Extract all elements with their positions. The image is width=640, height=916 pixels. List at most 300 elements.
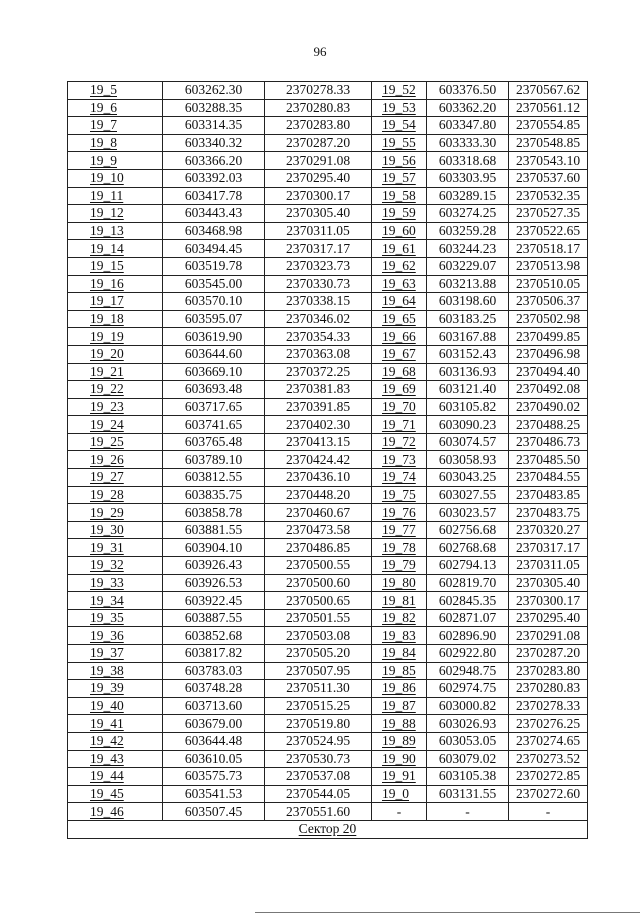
left-point-id-cell: 19_15 [68, 257, 163, 275]
left-x-coordinate-cell: 603852.68 [163, 627, 265, 645]
table-row [68, 451, 588, 469]
table-row [68, 504, 588, 522]
left-y-coordinate-cell: 2370354.33 [265, 328, 372, 346]
table-row [68, 574, 588, 592]
left-y-coordinate-cell: 2370530.73 [265, 750, 372, 768]
right-y-coordinate-cell: 2370278.33 [509, 697, 588, 715]
right-y-coordinate-cell: 2370276.25 [509, 715, 588, 733]
left-point-id-cell: 19_11 [68, 187, 163, 205]
right-x-coordinate-cell: 603152.43 [427, 345, 509, 363]
left-x-coordinate-cell: 603494.45 [163, 240, 265, 258]
left-y-coordinate-cell: 2370544.05 [265, 785, 372, 803]
left-point-id-cell: 19_44 [68, 768, 163, 786]
right-point-id-cell: 19_58 [372, 187, 427, 205]
table-row [68, 240, 588, 258]
left-x-coordinate-cell: 603904.10 [163, 539, 265, 557]
left-point-id-cell: 19_31 [68, 539, 163, 557]
sector-label-cell [68, 820, 588, 838]
left-y-coordinate-cell: 2370519.80 [265, 715, 372, 733]
right-y-coordinate-cell: 2370320.27 [509, 521, 588, 539]
left-y-coordinate-cell: 2370311.05 [265, 222, 372, 240]
right-y-coordinate-cell: 2370548.85 [509, 134, 588, 152]
right-y-coordinate-cell: 2370486.73 [509, 433, 588, 451]
right-x-coordinate-cell: 602819.70 [427, 574, 509, 592]
left-point-id-cell: 19_41 [68, 715, 163, 733]
left-x-coordinate-cell: 603881.55 [163, 521, 265, 539]
table-row [68, 803, 588, 821]
left-point-id-cell: 19_16 [68, 275, 163, 293]
left-point-id-cell: 19_37 [68, 645, 163, 663]
left-point-id-cell: 19_35 [68, 609, 163, 627]
right-x-coordinate-cell: 603058.93 [427, 451, 509, 469]
table-row [68, 557, 588, 575]
table-row [68, 539, 588, 557]
table-row [68, 187, 588, 205]
left-point-id-cell: 19_6 [68, 99, 163, 117]
left-x-coordinate-cell: 603541.53 [163, 785, 265, 803]
left-x-coordinate-cell: 603858.78 [163, 504, 265, 522]
left-point-id-cell: 19_45 [68, 785, 163, 803]
right-x-coordinate-cell: 602756.68 [427, 521, 509, 539]
right-x-coordinate-cell: 602896.90 [427, 627, 509, 645]
left-point-id-cell: 19_5 [68, 82, 163, 100]
left-x-coordinate-cell: 603595.07 [163, 310, 265, 328]
left-x-coordinate-cell: 603519.78 [163, 257, 265, 275]
left-x-coordinate-cell: 603288.35 [163, 99, 265, 117]
left-y-coordinate-cell: 2370305.40 [265, 205, 372, 223]
right-y-coordinate-cell: 2370295.40 [509, 609, 588, 627]
right-point-id-cell: 19_62 [372, 257, 427, 275]
left-x-coordinate-cell: 603713.60 [163, 697, 265, 715]
right-y-coordinate-cell: 2370502.98 [509, 310, 588, 328]
right-point-id-cell: 19_53 [372, 99, 427, 117]
left-y-coordinate-cell: 2370346.02 [265, 310, 372, 328]
right-point-id-cell: 19_87 [372, 697, 427, 715]
right-point-id-cell: 19_74 [372, 469, 427, 487]
right-x-coordinate-cell: 602794.13 [427, 557, 509, 575]
left-point-id-cell: 19_42 [68, 732, 163, 750]
right-y-coordinate-cell: 2370496.98 [509, 345, 588, 363]
left-x-coordinate-cell: 603783.03 [163, 662, 265, 680]
left-point-id-cell: 19_27 [68, 469, 163, 487]
left-point-id-cell: 19_25 [68, 433, 163, 451]
right-x-coordinate-cell: 603000.82 [427, 697, 509, 715]
right-point-id-cell: 19_56 [372, 152, 427, 170]
right-x-coordinate-cell: 603027.55 [427, 486, 509, 504]
right-x-coordinate-cell: 602948.75 [427, 662, 509, 680]
table-row [68, 222, 588, 240]
right-point-id-cell: 19_82 [372, 609, 427, 627]
right-point-id-cell: - [372, 803, 427, 821]
right-y-coordinate-cell: 2370518.17 [509, 240, 588, 258]
left-y-coordinate-cell: 2370300.17 [265, 187, 372, 205]
left-point-id-cell: 19_12 [68, 205, 163, 223]
left-y-coordinate-cell: 2370402.30 [265, 416, 372, 434]
left-y-coordinate-cell: 2370381.83 [265, 381, 372, 399]
right-y-coordinate-cell: 2370273.52 [509, 750, 588, 768]
left-point-id-cell: 19_9 [68, 152, 163, 170]
table-row [68, 328, 588, 346]
table-row [68, 152, 588, 170]
left-y-coordinate-cell: 2370291.08 [265, 152, 372, 170]
right-x-coordinate-cell: 602922.80 [427, 645, 509, 663]
right-point-id-cell: 19_91 [372, 768, 427, 786]
right-x-coordinate-cell: 603289.15 [427, 187, 509, 205]
right-x-coordinate-cell: 603053.05 [427, 732, 509, 750]
left-x-coordinate-cell: 603468.98 [163, 222, 265, 240]
left-y-coordinate-cell: 2370507.95 [265, 662, 372, 680]
left-y-coordinate-cell: 2370278.33 [265, 82, 372, 100]
right-point-id-cell: 19_64 [372, 293, 427, 311]
left-x-coordinate-cell: 603575.73 [163, 768, 265, 786]
left-y-coordinate-cell: 2370363.08 [265, 345, 372, 363]
right-point-id-cell: 19_70 [372, 398, 427, 416]
left-point-id-cell: 19_20 [68, 345, 163, 363]
left-y-coordinate-cell: 2370338.15 [265, 293, 372, 311]
left-point-id-cell: 19_46 [68, 803, 163, 821]
right-x-coordinate-cell: 603090.23 [427, 416, 509, 434]
left-x-coordinate-cell: 603619.90 [163, 328, 265, 346]
right-point-id-cell: 19_67 [372, 345, 427, 363]
right-y-coordinate-cell: 2370484.55 [509, 469, 588, 487]
right-y-coordinate-cell: 2370305.40 [509, 574, 588, 592]
left-x-coordinate-cell: 603443.43 [163, 205, 265, 223]
left-y-coordinate-cell: 2370524.95 [265, 732, 372, 750]
left-point-id-cell: 19_38 [68, 662, 163, 680]
left-y-coordinate-cell: 2370330.73 [265, 275, 372, 293]
right-x-coordinate-cell: 603333.30 [427, 134, 509, 152]
left-x-coordinate-cell: 603392.03 [163, 169, 265, 187]
left-y-coordinate-cell: 2370505.20 [265, 645, 372, 663]
right-x-coordinate-cell: 603043.25 [427, 469, 509, 487]
table-row [68, 275, 588, 293]
left-x-coordinate-cell: 603693.48 [163, 381, 265, 399]
left-x-coordinate-cell: 603669.10 [163, 363, 265, 381]
left-x-coordinate-cell: 603765.48 [163, 433, 265, 451]
left-x-coordinate-cell: 603610.05 [163, 750, 265, 768]
left-y-coordinate-cell: 2370295.40 [265, 169, 372, 187]
right-point-id-cell: 19_73 [372, 451, 427, 469]
left-y-coordinate-cell: 2370436.10 [265, 469, 372, 487]
left-x-coordinate-cell: 603366.20 [163, 152, 265, 170]
left-y-coordinate-cell: 2370500.55 [265, 557, 372, 575]
table-row [68, 609, 588, 627]
coordinates-table-body [68, 82, 588, 821]
right-x-coordinate-cell: 603026.93 [427, 715, 509, 733]
left-y-coordinate-cell: 2370460.67 [265, 504, 372, 522]
right-point-id-cell: 19_65 [372, 310, 427, 328]
right-y-coordinate-cell: 2370499.85 [509, 328, 588, 346]
right-y-coordinate-cell: 2370483.75 [509, 504, 588, 522]
table-row [68, 416, 588, 434]
right-x-coordinate-cell: 603229.07 [427, 257, 509, 275]
sector-row [68, 820, 588, 838]
table-row [68, 785, 588, 803]
left-x-coordinate-cell: 603417.78 [163, 187, 265, 205]
table-row [68, 99, 588, 117]
right-x-coordinate-cell: 603079.02 [427, 750, 509, 768]
right-point-id-cell: 19_66 [372, 328, 427, 346]
left-point-id-cell: 19_14 [68, 240, 163, 258]
right-x-coordinate-cell: 603198.60 [427, 293, 509, 311]
right-point-id-cell: 19_76 [372, 504, 427, 522]
left-point-id-cell: 19_19 [68, 328, 163, 346]
right-point-id-cell: 19_75 [372, 486, 427, 504]
right-y-coordinate-cell: 2370274.65 [509, 732, 588, 750]
left-point-id-cell: 19_34 [68, 592, 163, 610]
right-point-id-cell: 19_85 [372, 662, 427, 680]
right-point-id-cell: 19_88 [372, 715, 427, 733]
left-x-coordinate-cell: 603887.55 [163, 609, 265, 627]
left-x-coordinate-cell: 603679.00 [163, 715, 265, 733]
right-x-coordinate-cell: 602871.07 [427, 609, 509, 627]
left-y-coordinate-cell: 2370551.60 [265, 803, 372, 821]
table-row [68, 381, 588, 399]
left-point-id-cell: 19_32 [68, 557, 163, 575]
left-point-id-cell: 19_36 [68, 627, 163, 645]
left-y-coordinate-cell: 2370323.73 [265, 257, 372, 275]
right-point-id-cell: 19_80 [372, 574, 427, 592]
left-y-coordinate-cell: 2370413.15 [265, 433, 372, 451]
table-row [68, 205, 588, 223]
right-x-coordinate-cell: 603121.40 [427, 381, 509, 399]
left-point-id-cell: 19_13 [68, 222, 163, 240]
left-x-coordinate-cell: 603789.10 [163, 451, 265, 469]
sector-label: Сектор 20 [298, 821, 357, 837]
left-y-coordinate-cell: 2370500.65 [265, 592, 372, 610]
left-x-coordinate-cell: 603340.32 [163, 134, 265, 152]
left-point-id-cell: 19_21 [68, 363, 163, 381]
table-row [68, 257, 588, 275]
left-y-coordinate-cell: 2370486.85 [265, 539, 372, 557]
table-row [68, 486, 588, 504]
right-y-coordinate-cell: 2370506.37 [509, 293, 588, 311]
table-row [68, 680, 588, 698]
table-row [68, 117, 588, 135]
right-x-coordinate-cell: 603183.25 [427, 310, 509, 328]
left-x-coordinate-cell: 603812.55 [163, 469, 265, 487]
right-x-coordinate-cell: 603303.95 [427, 169, 509, 187]
left-x-coordinate-cell: 603314.35 [163, 117, 265, 135]
right-y-coordinate-cell: 2370483.85 [509, 486, 588, 504]
table-row [68, 293, 588, 311]
left-x-coordinate-cell: 603835.75 [163, 486, 265, 504]
table-row [68, 469, 588, 487]
table-row [68, 134, 588, 152]
right-y-coordinate-cell: 2370488.25 [509, 416, 588, 434]
right-y-coordinate-cell: 2370272.60 [509, 785, 588, 803]
left-x-coordinate-cell: 603262.30 [163, 82, 265, 100]
right-y-coordinate-cell: 2370554.85 [509, 117, 588, 135]
right-point-id-cell: 19_57 [372, 169, 427, 187]
table-row [68, 662, 588, 680]
right-y-coordinate-cell: 2370494.40 [509, 363, 588, 381]
left-x-coordinate-cell: 603926.53 [163, 574, 265, 592]
left-point-id-cell: 19_33 [68, 574, 163, 592]
right-x-coordinate-cell: 603347.80 [427, 117, 509, 135]
left-y-coordinate-cell: 2370448.20 [265, 486, 372, 504]
right-point-id-cell: 19_86 [372, 680, 427, 698]
right-x-coordinate-cell: 603274.25 [427, 205, 509, 223]
right-x-coordinate-cell: 603105.38 [427, 768, 509, 786]
right-point-id-cell: 19_81 [372, 592, 427, 610]
left-point-id-cell: 19_10 [68, 169, 163, 187]
table-row [68, 645, 588, 663]
right-y-coordinate-cell: 2370527.35 [509, 205, 588, 223]
table-row [68, 592, 588, 610]
right-point-id-cell: 19_78 [372, 539, 427, 557]
left-y-coordinate-cell: 2370511.30 [265, 680, 372, 698]
right-y-coordinate-cell: 2370291.08 [509, 627, 588, 645]
right-y-coordinate-cell: 2370561.12 [509, 99, 588, 117]
left-point-id-cell: 19_17 [68, 293, 163, 311]
right-point-id-cell: 19_84 [372, 645, 427, 663]
right-x-coordinate-cell: 603244.23 [427, 240, 509, 258]
left-y-coordinate-cell: 2370500.60 [265, 574, 372, 592]
right-point-id-cell: 19_89 [372, 732, 427, 750]
right-y-coordinate-cell: 2370522.65 [509, 222, 588, 240]
right-x-coordinate-cell: - [427, 803, 509, 821]
left-y-coordinate-cell: 2370372.25 [265, 363, 372, 381]
right-x-coordinate-cell: 603105.82 [427, 398, 509, 416]
right-point-id-cell: 19_72 [372, 433, 427, 451]
left-point-id-cell: 19_30 [68, 521, 163, 539]
right-x-coordinate-cell: 603023.57 [427, 504, 509, 522]
right-x-coordinate-cell: 602974.75 [427, 680, 509, 698]
left-point-id-cell: 19_28 [68, 486, 163, 504]
left-x-coordinate-cell: 603507.45 [163, 803, 265, 821]
right-y-coordinate-cell: 2370280.83 [509, 680, 588, 698]
table-row [68, 345, 588, 363]
left-y-coordinate-cell: 2370283.80 [265, 117, 372, 135]
right-point-id-cell: 19_79 [372, 557, 427, 575]
table-row [68, 363, 588, 381]
right-point-id-cell: 19_61 [372, 240, 427, 258]
right-point-id-cell: 19_68 [372, 363, 427, 381]
right-point-id-cell: 19_63 [372, 275, 427, 293]
right-y-coordinate-cell: 2370492.08 [509, 381, 588, 399]
table-row [68, 310, 588, 328]
right-y-coordinate-cell: 2370272.85 [509, 768, 588, 786]
coordinates-table [67, 81, 588, 839]
left-y-coordinate-cell: 2370287.20 [265, 134, 372, 152]
right-x-coordinate-cell: 603376.50 [427, 82, 509, 100]
left-point-id-cell: 19_39 [68, 680, 163, 698]
bottom-edge-line [255, 912, 640, 913]
left-point-id-cell: 19_40 [68, 697, 163, 715]
left-point-id-cell: 19_22 [68, 381, 163, 399]
left-y-coordinate-cell: 2370537.08 [265, 768, 372, 786]
left-x-coordinate-cell: 603644.48 [163, 732, 265, 750]
right-x-coordinate-cell: 603074.57 [427, 433, 509, 451]
right-x-coordinate-cell: 603318.68 [427, 152, 509, 170]
left-point-id-cell: 19_23 [68, 398, 163, 416]
right-y-coordinate-cell: 2370532.35 [509, 187, 588, 205]
right-x-coordinate-cell: 603131.55 [427, 785, 509, 803]
left-x-coordinate-cell: 603545.00 [163, 275, 265, 293]
right-x-coordinate-cell: 603259.28 [427, 222, 509, 240]
right-x-coordinate-cell: 602845.35 [427, 592, 509, 610]
right-point-id-cell: 19_77 [372, 521, 427, 539]
page-number: 96 [313, 44, 327, 59]
left-point-id-cell: 19_29 [68, 504, 163, 522]
left-y-coordinate-cell: 2370317.17 [265, 240, 372, 258]
right-y-coordinate-cell: 2370510.05 [509, 275, 588, 293]
left-y-coordinate-cell: 2370280.83 [265, 99, 372, 117]
right-y-coordinate-cell: 2370537.60 [509, 169, 588, 187]
left-point-id-cell: 19_18 [68, 310, 163, 328]
table-row [68, 750, 588, 768]
right-point-id-cell: 19_71 [372, 416, 427, 434]
right-y-coordinate-cell: 2370490.02 [509, 398, 588, 416]
right-x-coordinate-cell: 602768.68 [427, 539, 509, 557]
right-point-id-cell: 19_90 [372, 750, 427, 768]
right-point-id-cell: 19_52 [372, 82, 427, 100]
left-y-coordinate-cell: 2370473.58 [265, 521, 372, 539]
left-x-coordinate-cell: 603570.10 [163, 293, 265, 311]
right-y-coordinate-cell: 2370283.80 [509, 662, 588, 680]
right-point-id-cell: 19_55 [372, 134, 427, 152]
left-point-id-cell: 19_43 [68, 750, 163, 768]
left-x-coordinate-cell: 603922.45 [163, 592, 265, 610]
right-point-id-cell: 19_83 [372, 627, 427, 645]
left-y-coordinate-cell: 2370503.08 [265, 627, 372, 645]
right-point-id-cell: 19_60 [372, 222, 427, 240]
left-x-coordinate-cell: 603644.60 [163, 345, 265, 363]
left-point-id-cell: 19_24 [68, 416, 163, 434]
table-row [68, 768, 588, 786]
right-y-coordinate-cell: 2370485.50 [509, 451, 588, 469]
table-row [68, 82, 588, 100]
left-point-id-cell: 19_8 [68, 134, 163, 152]
table-row [68, 169, 588, 187]
right-point-id-cell: 19_0 [372, 785, 427, 803]
table-row [68, 697, 588, 715]
right-x-coordinate-cell: 603362.20 [427, 99, 509, 117]
left-x-coordinate-cell: 603817.82 [163, 645, 265, 663]
table-row [68, 398, 588, 416]
table-row [68, 627, 588, 645]
right-y-coordinate-cell: - [509, 803, 588, 821]
left-x-coordinate-cell: 603748.28 [163, 680, 265, 698]
table-row [68, 433, 588, 451]
right-y-coordinate-cell: 2370311.05 [509, 557, 588, 575]
left-x-coordinate-cell: 603741.65 [163, 416, 265, 434]
right-y-coordinate-cell: 2370287.20 [509, 645, 588, 663]
table-row [68, 521, 588, 539]
table-row [68, 732, 588, 750]
left-y-coordinate-cell: 2370501.55 [265, 609, 372, 627]
left-x-coordinate-cell: 603717.65 [163, 398, 265, 416]
left-y-coordinate-cell: 2370424.42 [265, 451, 372, 469]
right-y-coordinate-cell: 2370513.98 [509, 257, 588, 275]
right-point-id-cell: 19_69 [372, 381, 427, 399]
right-point-id-cell: 19_59 [372, 205, 427, 223]
table-row [68, 715, 588, 733]
left-point-id-cell: 19_26 [68, 451, 163, 469]
right-y-coordinate-cell: 2370317.17 [509, 539, 588, 557]
left-point-id-cell: 19_7 [68, 117, 163, 135]
right-y-coordinate-cell: 2370567.62 [509, 82, 588, 100]
right-x-coordinate-cell: 603167.88 [427, 328, 509, 346]
right-y-coordinate-cell: 2370300.17 [509, 592, 588, 610]
left-y-coordinate-cell: 2370515.25 [265, 697, 372, 715]
right-x-coordinate-cell: 603136.93 [427, 363, 509, 381]
left-y-coordinate-cell: 2370391.85 [265, 398, 372, 416]
right-point-id-cell: 19_54 [372, 117, 427, 135]
right-x-coordinate-cell: 603213.88 [427, 275, 509, 293]
left-x-coordinate-cell: 603926.43 [163, 557, 265, 575]
